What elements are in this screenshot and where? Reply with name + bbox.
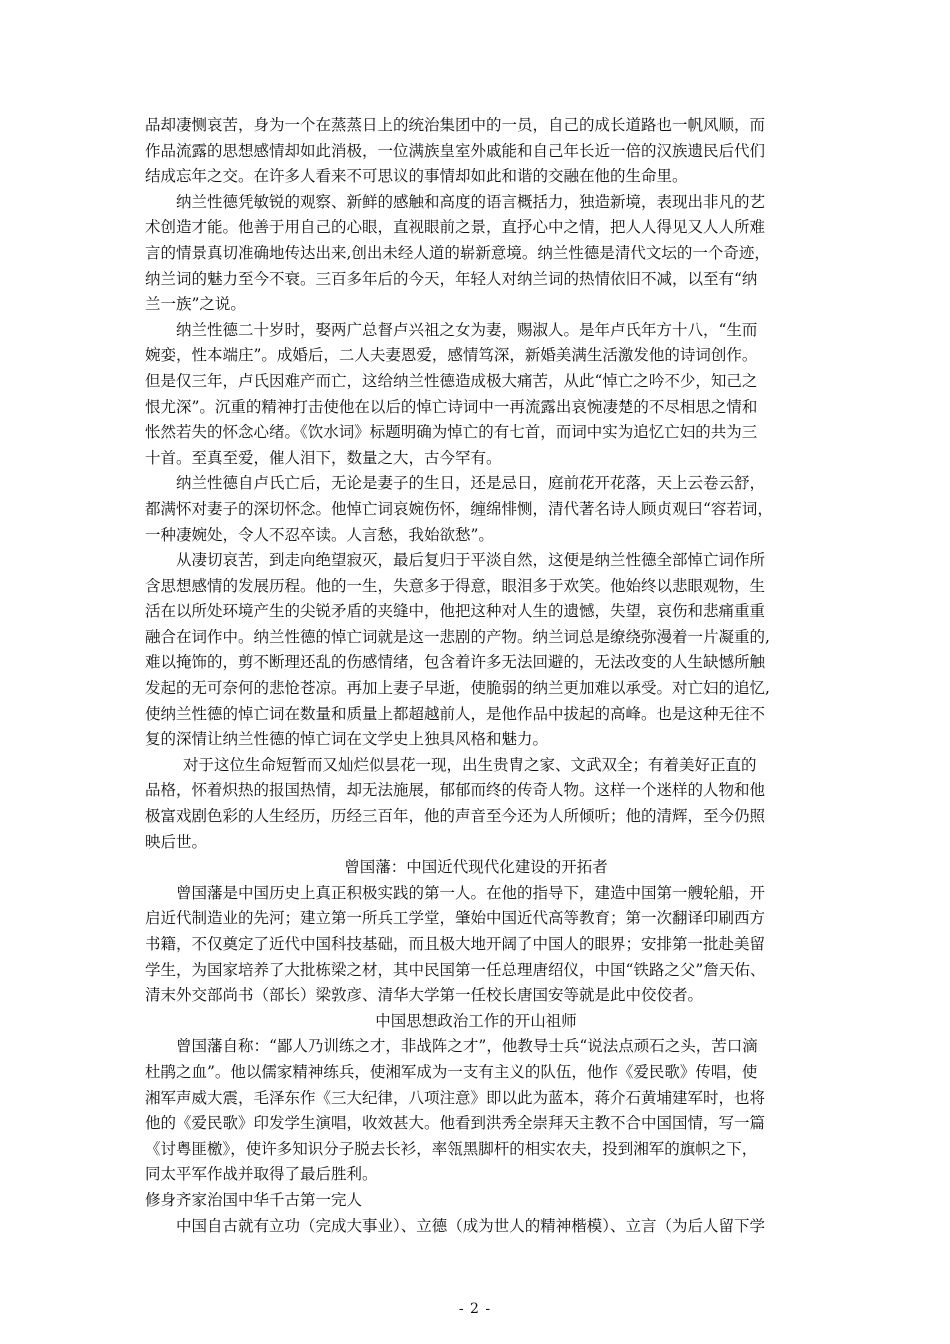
page-number: - 2 - bbox=[458, 1301, 492, 1317]
text-line: 难以掩饰的，剪不断理还乱的伤感情绪，包含着许多无法回避的，无法改变的人生缺憾所触 bbox=[145, 653, 766, 672]
paragraph bbox=[145, 1214, 807, 1240]
text-line: 兰一族”之说。 bbox=[145, 295, 246, 314]
text-line: 复的深情让纳兰性德的悼亡词在文学史上独具风格和魅力。 bbox=[145, 730, 549, 749]
text-line: 活在以所处环境产生的尖锐矛盾的夹缝中，他把这种对人生的遗憾，失望，哀伤和悲痛重重 bbox=[145, 602, 766, 621]
paragraph bbox=[145, 190, 807, 318]
paragraph bbox=[145, 548, 807, 753]
text-line: 启近代制造业的先河；建立第一所兵工学堂，肇始中国近代高等教育；第一次翻译印刷西方 bbox=[145, 909, 766, 928]
text-line: 纳兰性德二十岁时，娶两广总督卢兴祖之女为妻，赐淑人。是年卢氏年方十八，“生而 bbox=[176, 320, 758, 339]
text-line: 映后世。 bbox=[145, 832, 208, 851]
text-line: 恨尤深”。沉重的精神打击使他在以后的悼亡诗词中一再流露出哀惋凄楚的不尽相思之情和 bbox=[145, 397, 758, 416]
paragraph bbox=[145, 113, 807, 190]
paragraph bbox=[145, 1034, 807, 1188]
paragraph bbox=[145, 318, 807, 472]
text-line: 杜鹃之血”。他以儒家精神练兵，使湘军成为一支有主义的队伍，他作《爱民歌》传唱，使 bbox=[145, 1062, 758, 1081]
section-heading bbox=[145, 1009, 807, 1035]
text-line: 纳兰性德凭敏锐的观察、新鲜的感触和高度的语言概括力，独造新境，表现出非凡的艺 bbox=[176, 192, 766, 211]
text-line: 同太平军作战并取得了最后胜利。 bbox=[145, 1165, 378, 1184]
text-line: 纳兰词的魅力至今不衰。三百多年后的今天，年轻人对纳兰词的热情依旧不减，以至有“纳 bbox=[145, 269, 758, 288]
text-line: 学生，为国家培养了大批栋梁之材，其中民国第一任总理唐绍仪，中国“铁路之父”詹天佑、 bbox=[145, 960, 766, 979]
text-line: 对于这位生命短暂而又灿烂似昙花一现，出生贵胄之家、文武双全；有着美好正直的 bbox=[183, 755, 757, 774]
text-line: 作品流露的思想感情却如此消极，一位满族皇室外戚能和自己年长近一倍的汉族遗民后代们 bbox=[145, 141, 766, 160]
text-line: 极富戏剧色彩的人生经历，历经三百年，他的声音至今还为人所倾听；他的清辉，至今仍照 bbox=[145, 807, 766, 826]
text-line: 融合在词作中。纳兰性德的悼亡词就是这一悲剧的产物。纳兰词总是缭绕弥漫着一片凝重的, bbox=[145, 627, 770, 646]
text-line: 曾国藩是中国历史上真正积极实践的第一人。在他的指导下，建造中国第一艘轮船，开 bbox=[176, 883, 766, 902]
body-text bbox=[145, 113, 807, 1239]
text-line: 书籍，不仅奠定了近代中国科技基础，而且极大地开阔了中国人的眼界；安排第一批赴美留 bbox=[145, 935, 766, 953]
heading-text: 曾国藩：中国近代现代化建设的开拓者 bbox=[344, 858, 608, 877]
text-line: 中国自古就有立功（完成大事业）、立德（成为世人的精神楷模）、立言（为后人留下学 bbox=[176, 1216, 766, 1235]
section-heading bbox=[145, 855, 807, 881]
text-line: 发起的无可奈何的悲怆苍凉。再加上妻子早逝，使脆弱的纳兰更加难以承受。对亡妇的追忆, bbox=[145, 679, 770, 698]
text-line: 使纳兰性德的悼亡词在数量和质量上都超越前人，是他作品中拔起的高峰。也是这种无往不 bbox=[145, 704, 766, 723]
text-line: 术创造才能。他善于用自己的心眼，直视眼前之景，直抒心中之情，把人人得见又人人所难 bbox=[145, 218, 766, 237]
text-line: 《讨粤匪檄》，使许多知识分子脱去长衫，率瓴黑脚杆的相实农夫，投到湘军的旗帜之下， bbox=[145, 1139, 758, 1158]
text-line: 但是仅三年，卢氏因难产而亡，这给纳兰性德造成极大痛苦，从此“悼亡之吟不少，知己之 bbox=[145, 371, 758, 390]
text-line: 品却凄恻哀苦，身为一个在蒸蒸日上的统治集团中的一员，自己的成长道路也一帆风顺，而 bbox=[145, 116, 766, 134]
text-line: 从凄切哀苦，到走向绝望寂灭，最后复归于平淡自然，这便是纳兰性德全部悼亡词作所 bbox=[176, 551, 766, 570]
heading-text: 修身齐家治国中华千古第一完人 bbox=[145, 1190, 363, 1209]
paragraph bbox=[145, 753, 807, 855]
text-line: 言的情景真切准确地传达出来,创出未经人道的崭新意境。纳兰性德是清代文坛的一个奇迹， bbox=[145, 243, 770, 262]
text-line: 怅然若失的怀念心绪。《饮水词》标题明确为悼亡的有七首，而词中实为追忆亡妇的共为三 bbox=[145, 423, 758, 442]
text-line: 一种凄婉处，令人不忍卒读。人言愁，我始欲愁”。 bbox=[145, 525, 494, 544]
text-line: 结成忘年之交。在许多人看来不可思议的事情却如此和谐的交融在他的生命里。 bbox=[145, 167, 688, 186]
paragraph bbox=[145, 881, 807, 1009]
heading-text: 中国思想政治工作的开山祖师 bbox=[375, 1011, 577, 1030]
text-line: 都满怀对妻子的深切怀念。他悼亡词哀婉伤怀，缠绵悱恻，清代著名诗人顾贞观曰“容若词， bbox=[145, 499, 773, 518]
text-line: 湘军声威大震，毛泽东作《三大纪律，八项注意》即以此为蓝本，蒋介石黄埔建军时，也将 bbox=[145, 1088, 766, 1107]
text-line: 十首。至真至爱，催人泪下，数量之大，古今罕有。 bbox=[145, 448, 502, 467]
text-line: 含思想感情的发展历程。他的一生，失意多于得意，眼泪多于欢笑。他始终以悲眼观物，生 bbox=[145, 576, 766, 595]
text-line: 他的《爱民歌》印发学生演唱，收效甚大。他看到洪秀全崇拜天主教不合中国国情，写一篇 bbox=[145, 1114, 766, 1133]
text-line: 婉娈，性本端庄”。成婚后，二人夫妻恩爱，感情笃深，新婚美满生活激发他的诗词创作。 bbox=[145, 346, 758, 365]
text-line: 品格，怀着炽热的报国热情，却无法施展，郁郁而终的传奇人物。这样一个迷样的人物和他 bbox=[145, 781, 766, 800]
text-line: 曾国藩自称：“鄙人乃训练之才，非战阵之才”，他教导士兵“说法点顽石之头，苦口滴 bbox=[176, 1037, 758, 1056]
text-line: 纳兰性德自卢氏亡后，无论是妻子的生日，还是忌日，庭前花开花落，天上云卷云舒， bbox=[176, 474, 766, 493]
section-heading bbox=[145, 1188, 807, 1214]
paragraph bbox=[145, 471, 807, 548]
text-line: 清末外交部尚书（部长）梁敦彦、清华大学第一任校长唐国安等就是此中佼佼者。 bbox=[145, 986, 704, 1005]
